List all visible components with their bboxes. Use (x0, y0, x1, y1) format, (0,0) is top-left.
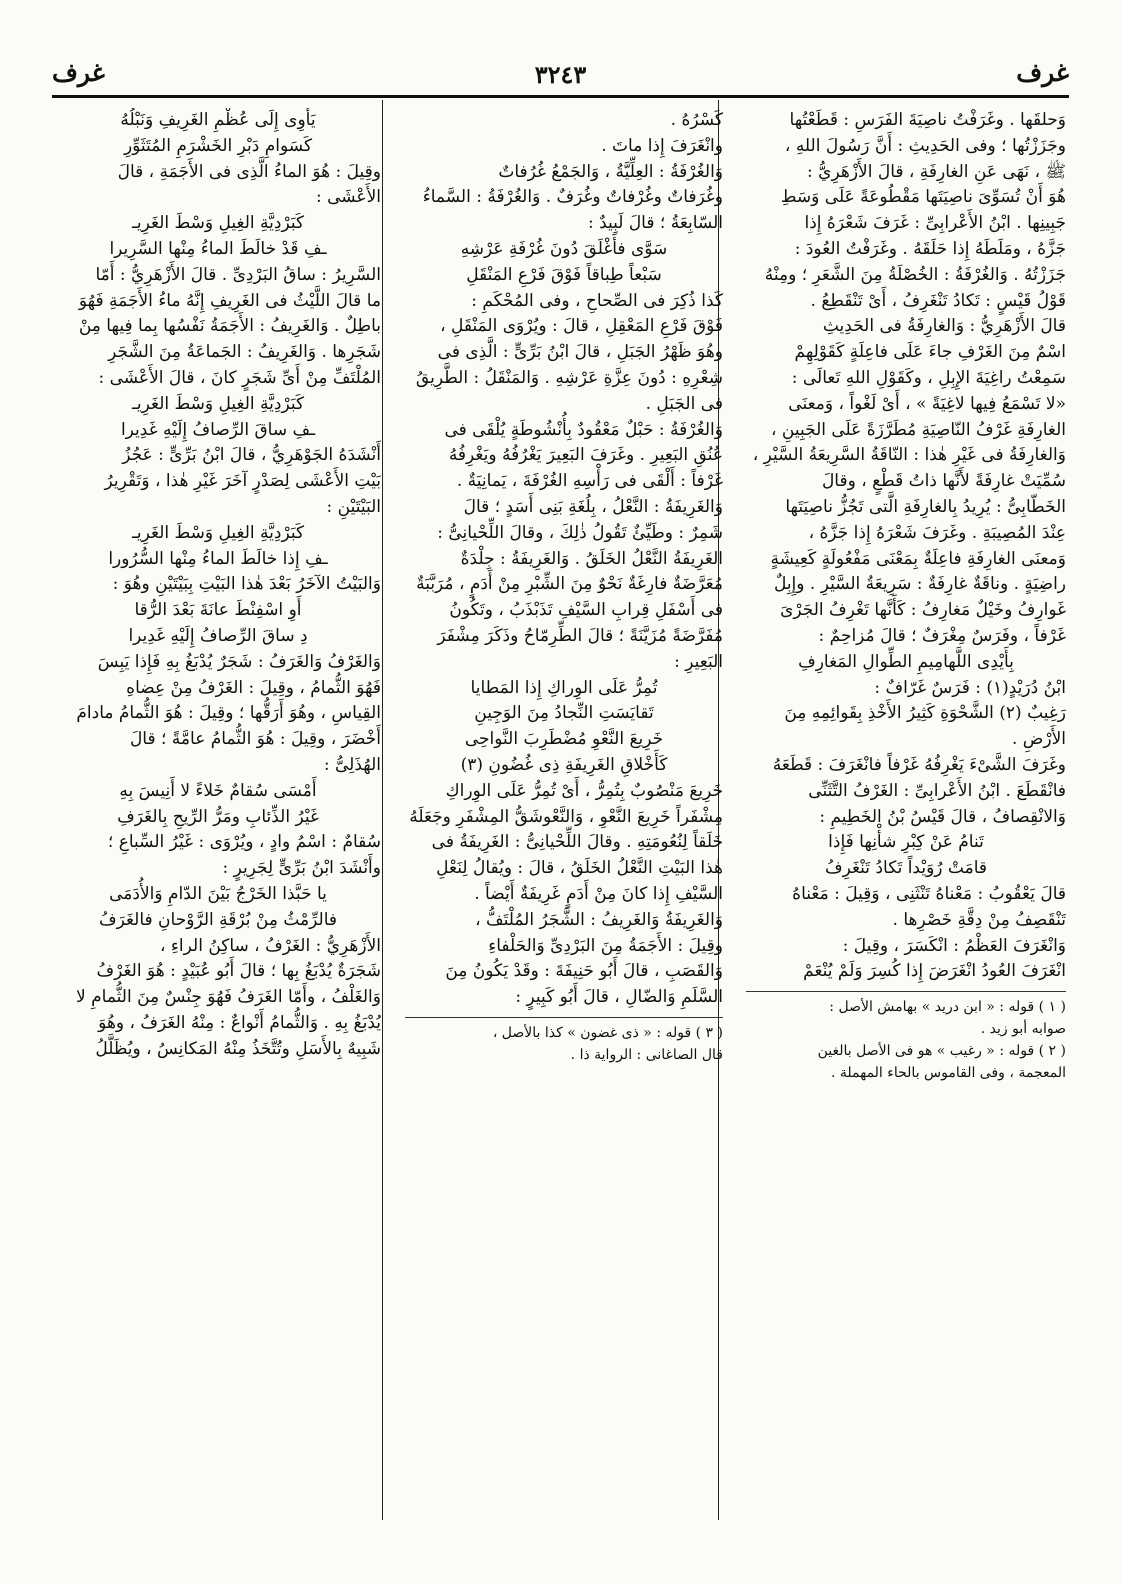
text-line: مُفَرَّضَةً مُزَيَّنَةً ؛ قالَ الطِّرِمّاحُ وذَكَرَ مِشْفَرَ (437, 625, 723, 646)
text-line: وَالغُرْفَةُ : العِلِّيَّةُ ، وَالجَمْعُ غُرُفاتٌ (498, 161, 723, 182)
column-left (55, 108, 381, 1503)
text-line: وغَرَفَ الشَّىْءَ يَغْرِفُهُ غَرْفاً فانْغَرَفَ : قَطَعَهُ (772, 754, 1066, 775)
text-line: عِنْدَ المُصِيبَةِ . وغَرَفَ شَعْرَهُ إِذا جَزَّهُ ، (808, 522, 1066, 543)
verse-line: دِ ساقَ الرِّصافُ إِلَيْهِ غَدِيرا (128, 625, 308, 646)
text-line: غَرْفاً : أَلْقَى فى رَأْسِهِ الغُرْفَةَ ، يَمانِيَةٌ . (456, 471, 723, 492)
verse-line: غَيْرُ الذِّئابِ ومَرُّ الرِّيحِ بِالغَرَفِ (117, 806, 319, 827)
text-line: تَنْقَصِفُ مِنْ دِقَّةِ خَصْرِها . (892, 909, 1066, 930)
verse-line: كَبَرْدِيَّةِ الغِيلِ وَسْطَ الغَرِيـ (131, 213, 305, 234)
text-line: اسْمٌ مِنَ الغَرْفِ جاءَ عَلَى فاعِلَةٍ كَقَوْلِهِمْ (794, 342, 1066, 363)
text-line: ﷺ ، نَهَى عَنِ الغارِفَةِ ، قالَ الأَزْهَرِيُّ : (807, 161, 1066, 182)
text-line: وهُوَ ظَهْرُ الجَبَلِ ، قالَ ابْنُ بَرِّىٍّ : الَّذِى فى (437, 342, 723, 363)
footnote-line: ( ١ ) قوله : « ابن دريد » بهامش الأصل : (829, 999, 1066, 1016)
text-line: فى الجَبَلِ . (645, 393, 723, 414)
verse-line: ـفِ إِذا خالَطَ الماءُ مِنْها السُّرُورا (108, 548, 328, 569)
column-text (746, 108, 1066, 985)
verse-line: ـفِ قَدْ خالَطَ الماءُ مِنْها السَّرِيرا (109, 238, 327, 259)
text-line: السَّيْفِ إِذا كانَ مِنْ أَدَمٍ غَرِيفَةٌ أَيْضاً . (474, 883, 723, 904)
text-line: الأَرْضِ . (1012, 729, 1066, 750)
text-line: سَمِعْتُ راغِيَةَ الإِبِلِ ، وكَقَوْلِ اللهِ تَعالَى : (791, 367, 1066, 388)
text-line: سُقامٌ : اسْمُ وادٍ ، ويُرْوَى : غَيْرُ السِّباعِ ؛ (107, 832, 381, 853)
verse-line: أَوِ اسْفِنْطَ عانَةَ بَعْدَ الرُّقا (134, 600, 302, 621)
text-line: شَمِرٌ : وطَيِّئٌ تَقُولُ ذٰلِكَ ، وقالَ اللِّحْيانِىُّ : (437, 522, 723, 543)
verse-line: سَبْعاً طِباقاً فَوْقَ فَرْعِ المَنْقَلِ (466, 264, 662, 285)
text-line: وَالبَيْتُ الآخَرُ بَعْدَ هٰذا البَيْتِ بِبَيْتَيْنِ وهُوَ : (112, 574, 381, 595)
footnote-line: المعجمة ، وفى القاموس بالحاء المهملة . (830, 1065, 1066, 1082)
page-number: ٣٢٤٣ (534, 60, 587, 89)
footnotes (746, 991, 1066, 1084)
text-line: ما قالَ اللَّيْثُ فى الغَرِيفِ إِنَّهُ ماءُ الأَجَمَةِ فَهُوَ (78, 290, 381, 311)
text-line: مُعَرَّضَةٌ فارِغَةٌ نَحْوٌ مِنَ الشِّبْرِ مِنْ أَدَمٍ ، مُرَبَّبَةٌ (416, 574, 723, 595)
footnote-line: قال الصاغانى : الرواية ذا . (570, 1046, 723, 1063)
text-line: فَهُوَ الثُّمامُ ، وقِيلَ : الغَرْفُ مِنْ عِضاهِ (126, 677, 381, 698)
text-line: هٰذا البَيْتِ النَّعْلُ الخَلَقُ ، قالَ : ويُقالُ لِنَعْلِ (436, 858, 723, 879)
text-line: رَغِيبٌ (٢) الشَّحْوَةِ كَثِيرُ الأَخْذِ بِقَوائِمِهِ مِنَ (784, 703, 1066, 724)
verse-line: ـفِ ساقَ الرِّصافُ إِلَيْهِ غَدِيرا (120, 419, 316, 440)
verse-line: سَوَّى فأَغْلَقَ دُونَ غُرْفَةِ عَرْشِهِ (460, 238, 668, 259)
text-line: الغارِفَةِ غَرْفُ النّاصِيَةِ مُطَرَّزَةً عَلَى الجَبِينِ ، (771, 419, 1066, 440)
text-line: باطِلٌ . وَالغَرِيفُ : الأَجَمَةُ نَفْسُها بِما فِيها مِنْ (78, 316, 381, 337)
header-word-right: غرف (1016, 58, 1069, 87)
text-line: السّابِعَةُ ؛ قالَ لَبِيدٌ : (587, 213, 723, 234)
footnote-line: صوابه أبو زيد . (980, 1021, 1066, 1038)
text-line: شِعْرِهِ : دُونَ عِزَّةِ عَرْشِهِ . وَالمَنْقَلُ : الطَّرِيقُ (415, 367, 723, 388)
column-right (746, 108, 1066, 1503)
text-line: شَبِيهٌ بِالأَسَلِ وتُتَّخَذُ مِنْهُ المَكانِسُ ، ويُظَلَّلُ (95, 1038, 381, 1059)
verse-line: تُمِرُّ عَلَى الوِراكِ إِذا المَطايا (470, 677, 658, 698)
text-line: البَيْتَيْنِ : (326, 496, 381, 517)
verse-line: خَرِيعَ النَّعْوِ مُضْطَرِبَ النَّواحِى (464, 729, 664, 750)
text-line: جَزَزْتُهُ . وَالغُرْفَةُ : الخُصْلَةُ مِنَ الشَّعَرِ ؛ ومِنْهُ (764, 264, 1066, 285)
text-line: وَانْغَرَفَ العَظْمُ : انْكَسَرَ ، وقِيلَ : (842, 935, 1066, 956)
text-line: غَوارِفُ وخَيْلٌ مَغارِفُ : كَأَنَّها تَغْرِفُ الجَرْىَ (780, 600, 1066, 621)
text-line: وأَنْشَدَ ابْنُ بَرِّىٍّ لِجَرِيرٍ : (222, 858, 381, 879)
text-line: شَجَرَةٌ يُدْبَغُ بِها ؛ قالَ أَبُو عُبَيْدٍ : هُوَ الغَرْفُ (96, 961, 381, 982)
text-line: الهُذَلِىُّ : (323, 754, 381, 775)
text-line: وَالغُرْفَةُ : حَبْلٌ مَعْقُودٌ بِأُنْشُوطَةٍ يُلْقَى فى (444, 419, 723, 440)
header-rule (52, 95, 1069, 98)
text-line: وقِيلَ : هُوَ الماءُ الَّذِى فى الأَجَمَةِ ، قالَ (117, 161, 381, 182)
text-line: عُنُقِ البَعِيرِ . وغَرَفَ البَعِيرَ يَغْرُفُهُ ويَغْرِفُهُ (448, 445, 723, 466)
verse-line: بِأَيْدِى اللَّهامِيمِ الطِّوالِ المَغارِفِ (798, 651, 1014, 672)
verse-line: كَبَرْدِيَّةِ الغِيلِ وَسْطَ الغَرِيـ (131, 522, 305, 543)
text-line: قَوْلُ قَيْسٍ : تَكادُ تَنْغَرِفُ ، أَىْ تَنْقَطِعُ . (810, 290, 1066, 311)
text-line: كَذا ذُكِرَ فى الصِّحاحِ ، وفى المُحْكَمِ : (471, 290, 723, 311)
text-line: وَالانْقِصافُ ، قالَ قَيْسُ بْنُ الخَطِيمِ : (819, 806, 1066, 827)
column-text (405, 108, 723, 1011)
verse-line: تَقايَسَتِ النِّجادُ مِنَ الوَجِينِ (474, 703, 654, 724)
text-line: السَّرِيرُ : ساقُ البَرْدِىِّ . قالَ الأَزْهَرِيُّ : أَمّا (95, 264, 381, 285)
verse-line: تَنامُ عَنْ كِبْرِ شأْنِها فَإِذا (828, 832, 984, 853)
footnote-line: ( ٢ ) قوله : « رغيب » هو فى الأصل بالغين (817, 1043, 1066, 1060)
text-line: فانْقَطَعَ . ابْنُ الأَعْرابِىِّ : الغَرْفُ التَّثَنِّى (808, 780, 1066, 801)
text-line: أَخْضَرَ ، وقِيلَ : هُوَ الثُّمامُ عامَّةً ؛ قالَ (129, 729, 381, 750)
text-line: وَالغَرْفُ وَالغَرَفُ : شَجَرٌ يُدْبَغُ بِهِ فَإِذا يَبِسَ (97, 651, 381, 672)
verse-line: كَبَرْدِيَّةِ الغِيلِ وَسْطَ الغَرِيـ (131, 393, 305, 414)
verse-line: قامَتْ رُوَيْداً تَكادُ تَنْغَرِفُ (824, 858, 988, 879)
text-line: وَمعنَى الغارِفَةِ فاعِلَةٌ بِمَعْنَى مَفْعُولَةٍ كَعِيشَةٍ (770, 548, 1066, 569)
text-line: كَسْرُهُ . (670, 110, 723, 130)
text-line: الأَزْهَرِيُّ : الغَرْفُ ، ساكِنُ الراءِ ، (160, 935, 381, 956)
text-line: راضِيَةٍ . وناقَةٌ غارِفَةٌ : سَرِيعَةُ السَّيْرِ . وإِبِلٌ (773, 574, 1066, 595)
verse-line: كَأَخْلاقِ الغَرِيفَةِ ذِى غُضُونِ (٣) (460, 754, 668, 775)
text-line: غَرْفاً ، وفَرَسٌ مِغْرَفٌ ؛ قالَ مُزاحِمٌ : (818, 625, 1066, 646)
verse-line: كَسَوامِ دَبْرِ الخَشْرَمِ المُتَثَوِّرِ (123, 135, 313, 156)
text-line: فَوْقَ فَرْعِ المَعْقِلِ ، قالَ : ويُرْوَى المَنْقَلِ ، (440, 316, 723, 337)
text-line: وَالقَصَبِ ، قالَ أَبُو حَنِيفَةَ : وقَدْ يَكُونُ مِنَ (445, 961, 723, 982)
text-line: المُلْتَفِّ مِنْ أَىِّ شَجَرٍ كانَ ، قالَ الأَعْشَى : (98, 367, 381, 388)
text-line: وقِيلَ : الأَجَمَةُ مِنَ البَرْدِىِّ وَالحَلْفاءِ (488, 935, 723, 956)
text-line: وانْغَرَفَ إِذا ماتَ . (601, 135, 723, 156)
text-line: فى أَسْفَلِ قِرابِ السَّيْفِ تَذَبْذَبُ ، وتَكُونُ (449, 600, 723, 621)
text-line: وجَزَزْتُها ؛ وفى الحَدِيثِ : أَنَّ رَسُولَ اللهِ ، (784, 135, 1066, 156)
column-divider (382, 100, 383, 1520)
text-line: أَنْشَدَهُ الجَوْهَرِيُّ ، قالَ ابْنُ بَرِّىٍّ : عَجُزُ (122, 445, 381, 466)
text-line: وَالغَلْفُ ، وأَمّا الغَرَفُ فَهُوَ جِنْسٌ مِنَ الثُّمامِ لا (76, 987, 381, 1008)
text-line: وَحلقَها . وغَرَفْتُ ناصِيَةَ الفَرَسِ : قَطَعْتُها (789, 110, 1066, 130)
verse-line: يَأْوِى إِلَى عُظْمِ الغَرِيفِ وَنَبْلُهُ (120, 110, 316, 130)
text-line: البَعِيرِ : (674, 651, 723, 672)
text-line: سُمِّيَتْ غارِفَةً لأَنَّها ذاتُ قَطْعٍ ، وقالَ (821, 471, 1066, 492)
text-line: بَيْتِ الأَعْشَى لِصَدْرٍ آخَرَ غَيْرِ هٰذا ، وَتَقْرِيرُ (104, 471, 381, 492)
verse-line: فالرِّمْثُ مِنْ بُرْقَةِ الرَّوْحانِ فالغَرَفُ (98, 909, 338, 930)
text-line: ابْنُ دُرَيْدٍ(١) : فَرَسٌ غَرّافٌ : (874, 677, 1066, 698)
text-line: جَبِينِها . ابْنُ الأَعْرابِىِّ : غَرَفَ شَعْرَهُ إِذا (804, 213, 1066, 234)
text-line: خَرِيعَ مَنْصُوبٌ بِتُمِرُّ ، أَىْ تُمِرُّ عَلَى الوِراكِ (445, 780, 723, 801)
text-line: الخَطّابِىُّ : يُرِيدُ بِالغارِفَةِ الَّتى تَجُزُّ ناصِيَتَها (785, 496, 1066, 517)
verse-line: أَمْسَى سُقامٌ خَلاءً لا أَنِيسَ بِهِ (119, 780, 317, 801)
text-line: وَالغَرِيفَةُ : النَّعْلُ ، بِلُغَةِ بَنِى أَسَدٍ ؛ قالَ (463, 496, 723, 517)
text-line: السَّلَمِ وَالضّالِ ، قالَ أَبُو كَبِيرٍ : (515, 987, 723, 1008)
text-line: الأَعْشَى : (315, 187, 381, 208)
text-line: وَالغارِفَةُ فى غَيْرِ هٰذا : النّاقَةُ السَّرِيعَةُ السَّيْرِ ، (752, 445, 1066, 466)
page-header (52, 58, 1069, 98)
footnote-line: ( ٣ ) قوله : « ذى غضون » كذا بالأصل ، (492, 1024, 723, 1041)
text-line: جَزَّهُ ، ومَلَطَهُ إِذا حَلَقَهُ . وغَرَفْتُ العُودَ : (794, 238, 1066, 259)
text-line: مِشْفَراً خَرِيعَ النَّعْوِ ، وَالنَّعْوشَقُّ المِشْفَرِ وجَعَلَهُ (409, 806, 723, 827)
text-line: شَجَرِها . وَالغَرِيفُ : الجَماعَةُ مِنَ الشَّجَرِ (108, 342, 381, 363)
text-line: وَالغَرِيفَةُ وَالغَرِيفُ : الشَّجَرُ المُلْتَفُّ ، (475, 909, 723, 930)
text-line: قالَ يَعْقُوبُ : مَعْناهُ تَنْثَنِى ، وَقِيلَ : مَعْناهُ (792, 883, 1066, 904)
text-line: «لا تَسْمَعُ فِيها لاغِيَةً » ، أَىْ لَغْواً ، وَمعنَى (788, 393, 1066, 414)
text-line: القِياسِ ، وهُوَ أَرَقُّها ؛ وقِيلَ : هُوَ الثُّمامُ مادامَ (76, 703, 381, 724)
text-line: قالَ الأَزْهَرِيُّ : وَالغارِفَةُ فى الحَدِيثِ (822, 316, 1066, 337)
header-word-left: غرف (52, 58, 105, 87)
column-middle (405, 108, 723, 1503)
text-line: يُدْبَغُ بِهِ . وَالثُّمامُ أَنْواعٌ : مِنْهُ الغَرَفُ ، وهُوَ (98, 1012, 381, 1033)
footnotes (405, 1017, 723, 1066)
verse-line: يا حَبَّذا الخَرْجُ بَيْنَ الدّامِ وَالأُدَمَى (109, 883, 327, 904)
text-line: خَلَقاً لِنُعُومَتِهِ . وقالَ اللِّحْيانِىُّ : الغَرِيفَةُ فى (431, 832, 723, 853)
text-line: وغُرَفاتٌ وغُرْفاتٌ وغُرَفٌ . وَالغُرْفَةُ : السَّماءُ (422, 187, 723, 208)
text-line: الغَرِيفَةُ النَّعْلُ الخَلَقُ . وَالغَرِيفَةُ : جِلْدَةٌ (460, 548, 723, 569)
text-line: هُوَ أَنْ تُسَوِّىَ ناصِيَتَها مَقْطُوعَةً عَلَى وَسَطِ (780, 187, 1066, 208)
text-line: انْغَرَفَ العُودُ انْغَرَضَ إِذا كُسِرَ وَلَمْ يُنْعَمْ (803, 961, 1066, 982)
